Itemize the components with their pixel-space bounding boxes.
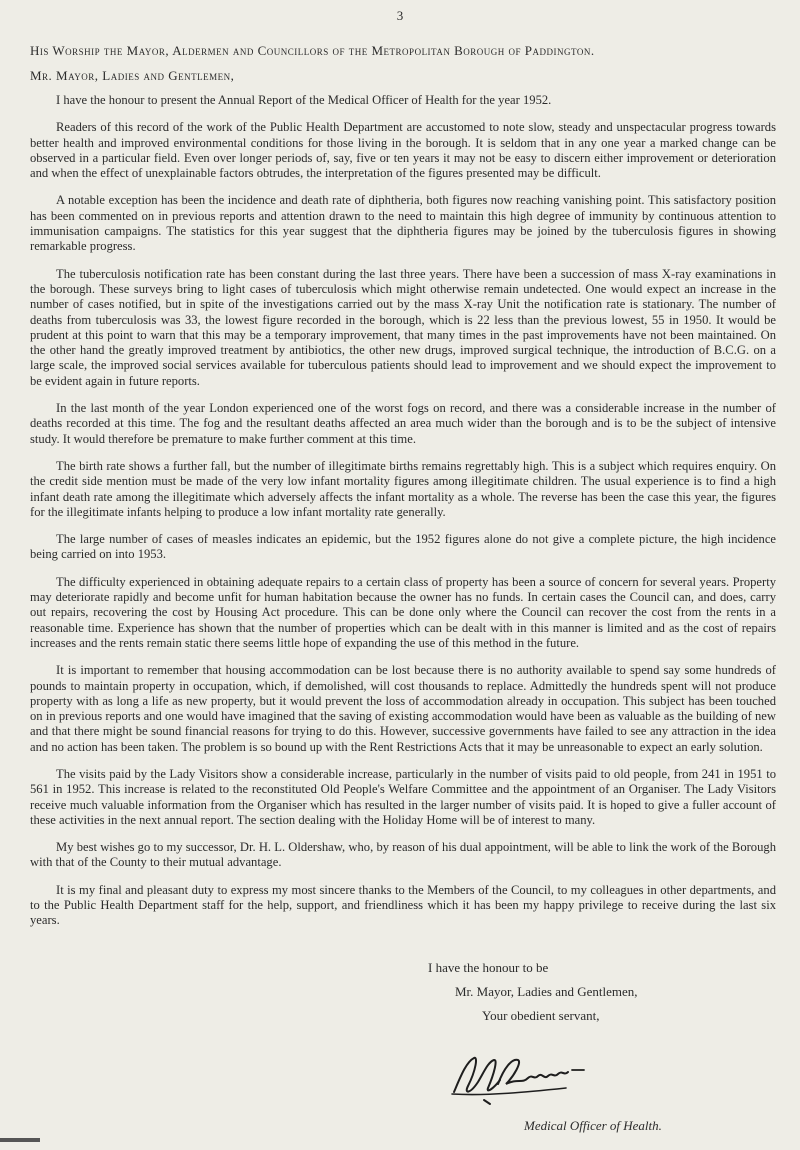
closing-line: I have the honour to be	[428, 960, 549, 975]
paragraph: The large number of cases of measles indicates an epidemic, but the 1952 figures alone do not give a complete picture, the high incidence being carried on into 1953.	[30, 532, 776, 562]
paragraph: In the last month of the year London experienced one of the worst fogs on record, and there was a considerable increase in the number of deaths recorded at this time. The fog and the resultant deaths affected an area much wider than the borough and is to be the subject of intensive study. It would therefore be premature to make further comment at this time.	[30, 401, 776, 446]
paragraph: The tuberculosis notification rate has been constant during the last three years. There have been a succession of mass X-ray examinations in the borough. These surveys bring to light cases of tuberculosis which might otherwise remain undetected. One would expect an increase in the number of cases notified, but in spite of the investigations carried out by the mass X-ray Unit the notification rate is stationary. The number of deaths from tuberculosis was 33, the lowest figure recorded in the borough, which is 22 less than the previous lowest, 55 in 1950. It would be prudent at this point to warn that this may be a temporary improvement, that many times in the past improvements have not been maintained. On the other hand the greatly improved treatment by antibiotics, the other new drugs, improved surgical technique, the introduction of B.C.G. on a large scale, the improved social services available for tuberculous patients should lead to improvement and we should expect the improvement to be evident again in future reports.	[30, 266, 776, 388]
paragraph: I have the honour to present the Annual Report of the Medical Officer of Health for the year 1952.	[56, 93, 552, 107]
letter-body	[30, 93, 776, 941]
paragraph: The birth rate shows a further fall, but the number of illegitimate births remains regrettably high. This is a subject which requires enquiry. On the credit side mention must be made of the very low infant mortality figures among illegitimate children. The usual experience is to find a high infant death rate among the illegitimate which adversely affects the infant mortality as a whole. The reverse has been the case this year, the figures for the illegitimate infants helping to produce a low infant mortality rate generally.	[30, 458, 776, 519]
paragraph: It is my final and pleasant duty to express my most sincere thanks to the Members of the Council, to my colleagues in other departments, and to the Public Health Department staff for the help, support, and friendliness which it has been my happy privilege to receive during the last six years.	[30, 882, 776, 928]
paragraph: The visits paid by the Lady Visitors show a considerable increase, particularly in the number of visits paid to old people, from 241 in 1951 to 561 in 1952. This increase is related to the reconstituted Old People's Welfare Committee and the appointment of an Organiser. The Lady Visitors receive much valuable information from the Organiser which has resulted in the larger number of visits paid. It is hoped to give a fuller account of these activities in the next annual report. The section dealing with the Holiday Home will be of interest to many.	[30, 766, 776, 827]
closing-line: Your obedient servant,	[482, 1008, 600, 1023]
addressee-heading: His Worship the Mayor, Aldermen and Councillors of the Metropolitan Borough of Paddington.	[30, 43, 595, 58]
paragraph: My best wishes go to my successor, Dr. H. L. Oldershaw, who, by reason of his dual appointment, will be able to link the work of the Borough with that of the County to their mutual advantage.	[30, 840, 776, 870]
handwritten-signature	[448, 1048, 588, 1108]
paragraph: Readers of this record of the work of the Public Health Department are accustomed to note slow, steady and unspectacular progress towards better health and improved environmental conditions for those living in the borough. It is seldom that in any one year a marked change can be observed in a particular field. Even over longer periods of, say, five or ten years it may not be easy to discern either improvement or deterioration and when the effect of unexplainable factors obtrudes, the interpretation of the figures presented may be difficult.	[30, 120, 776, 181]
greeting-line: Mr. Mayor, Ladies and Gentlemen,	[30, 68, 235, 83]
paragraph: The difficulty experienced in obtaining adequate repairs to a certain class of property has been a source of concern for several years. Property may deteriorate rapidly and become unfit for human habitation because the owner has no funds. In certain cases the Council can, and does, carry out repairs, recovering the cost by Housing Act procedure. This can be done only where the Council can recover the cost from the rents in a reasonable time. Experience has shown that the number of properties which can be dealt with in this manner is limited and as the cost of repairs increases and the rents remain static there seems little hope of expanding the use of this method in the future.	[30, 574, 776, 650]
page-number: 3	[396, 8, 404, 23]
paragraph: It is important to remember that housing accommodation can be lost because there is no authority available to spend say some hundreds of pounds to maintain property in occupation, which, if demolished, will cost thousands to replace. Admittedly the hundreds spent will not produce property with as long a life as new property, but it would prevent the loss of accommodation already in occupation. This subject has been touched on in previous reports and one would have imagined that the saving of existing accommodation would have been as valuable as the building of new and that there might be sound financial reasons for trying to do this. However, successive governments have failed to see any attraction in the idea and no action has been taken. The problem is so bound up with the Rent Restrictions Acts that it may be unreasonable to expect an early solution.	[30, 663, 776, 754]
signatory-title: Medical Officer of Health.	[524, 1118, 662, 1133]
page-edge-mark	[0, 1138, 40, 1142]
closing-line: Mr. Mayor, Ladies and Gentlemen,	[455, 984, 638, 999]
paragraph: A notable exception has been the incidence and death rate of diphtheria, both figures now reaching vanishing point. This satisfactory position has been commented on in previous reports and attention drawn to the need to maintain this high degree of immunity by continuous attention to immunisation campaigns. The statistics for this year suggest that the diphtheria figures may be joined by the tuberculosis figures in showing remarkable progress.	[30, 193, 776, 254]
